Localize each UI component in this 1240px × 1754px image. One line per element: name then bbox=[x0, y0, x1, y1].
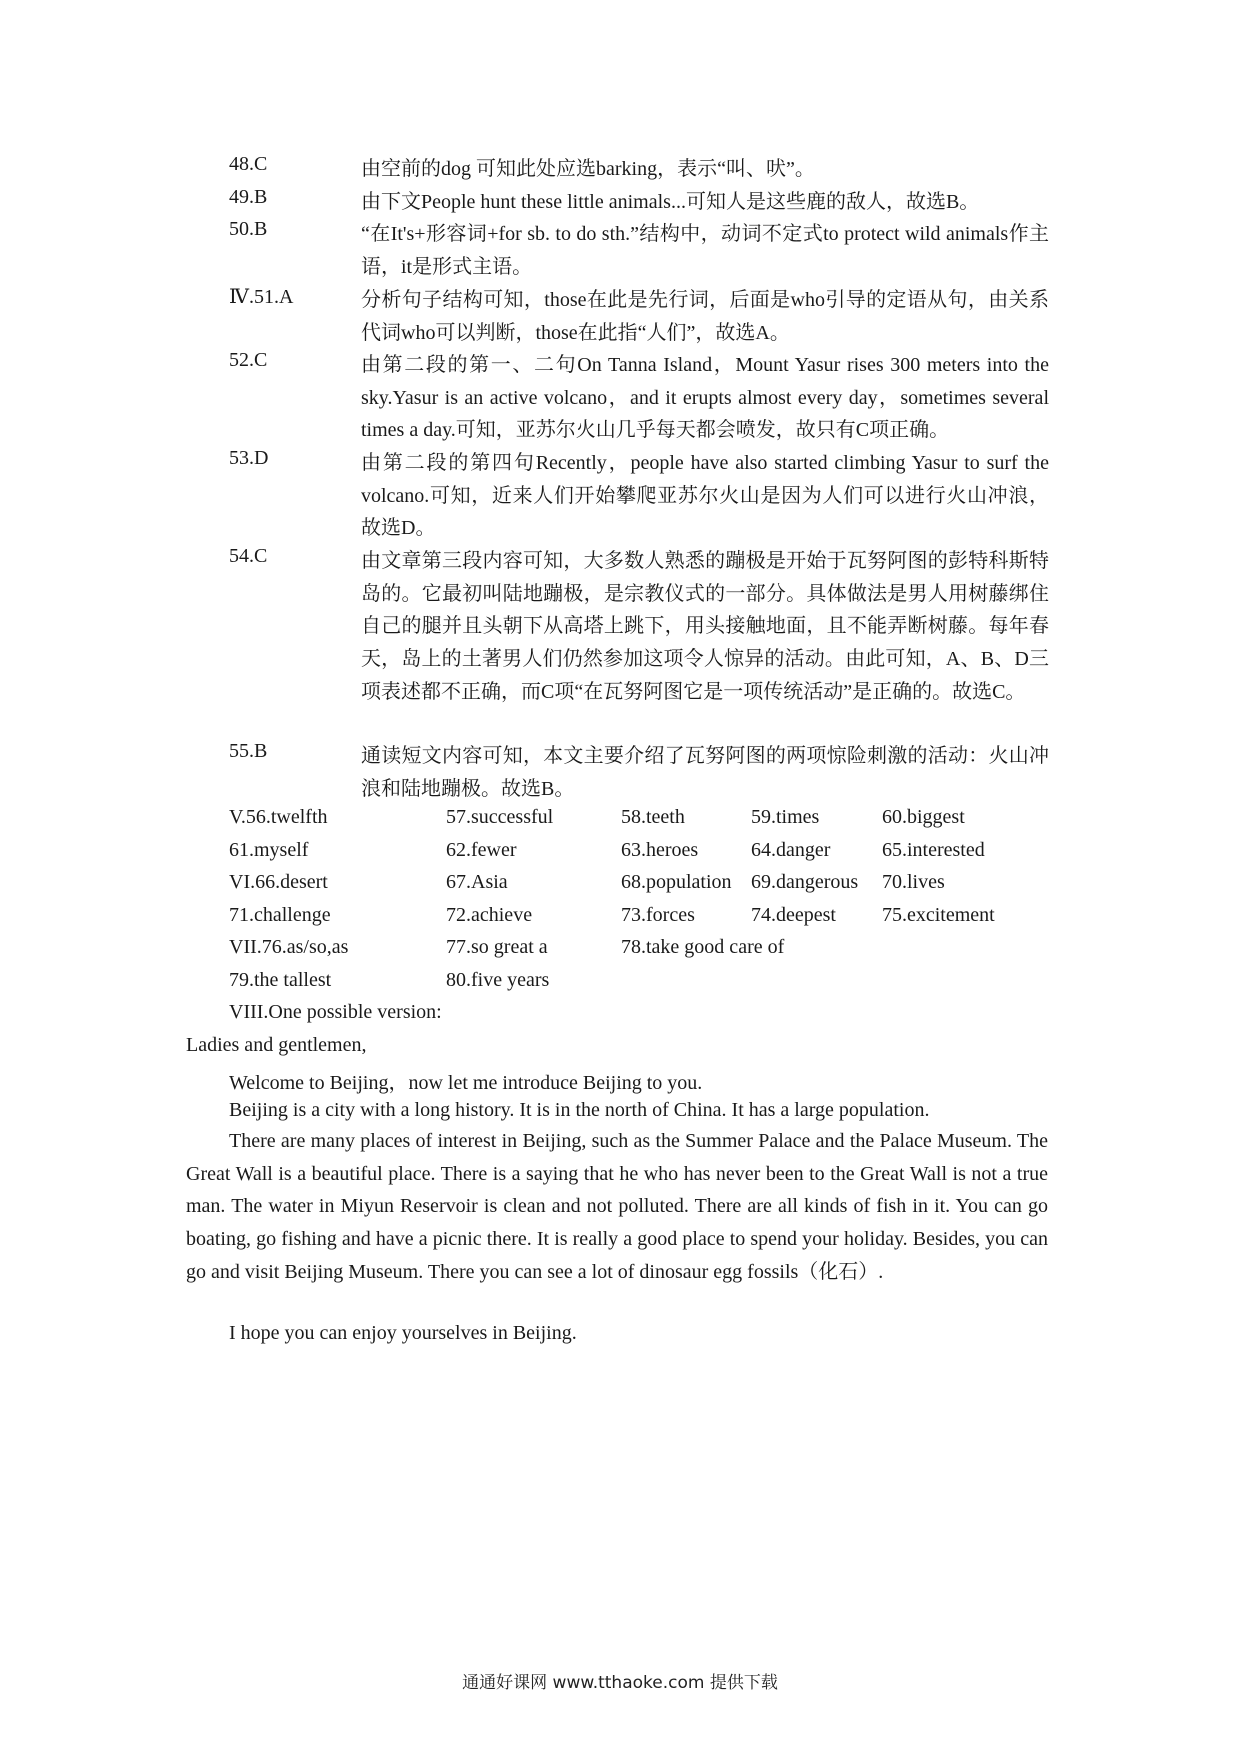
footer-watermark: 通通好课网 www.tthaoke.com 提供下载 bbox=[462, 1673, 778, 1693]
explanation-text: 通读短文内容可知，本文主要介绍了瓦努阿图的两项惊险刺激的活动：火山冲浪和陆地蹦极。故选B。 bbox=[361, 745, 1049, 800]
answer-cell: 58.teeth bbox=[621, 806, 685, 828]
answer-cell: 67.Asia bbox=[446, 871, 508, 893]
answer-cell: V.56.twelfth bbox=[229, 806, 328, 828]
essay-heading: VIII.One possible version: bbox=[229, 1001, 442, 1023]
explanation-text: 由下文People hunt these little animals...可知人是这些鹿的敌人，故选B。 bbox=[361, 191, 980, 213]
answer-cell: VII.76.as/so,as bbox=[229, 936, 349, 958]
answer-cell: 69.dangerous bbox=[751, 871, 859, 893]
answer-number: Ⅳ.51.A bbox=[229, 286, 294, 308]
answer-cell: 72.achieve bbox=[446, 904, 533, 926]
answer-cell: 63.heroes bbox=[621, 839, 699, 861]
essay-paragraph: Welcome to Beijing，now let me introduce Beijing to you. bbox=[229, 1072, 703, 1094]
answer-cell: 74.deepest bbox=[751, 904, 836, 926]
answer-number: 55.B bbox=[229, 740, 268, 762]
answer-cell: 71.challenge bbox=[229, 904, 331, 926]
answer-number: 50.B bbox=[229, 218, 268, 240]
essay-paragraph: There are many places of interest in Beijing, such as the Summer Palace and the Palace Museum. The Great Wall is a beautiful place. There is a saying that he who has never been to the Great Wall is not a true man. The water in Miyun Reservoir is clean and not polluted. There are all kinds of fish in it. You can go boating, go fishing and have a picnic there. It is really a good place to spend your holiday. Besides, you can go and visit Beijing Museum. There you can see a lot of dinosaur egg fossils（化石）. bbox=[186, 1130, 1048, 1283]
answer-cell: VI.66.desert bbox=[229, 871, 328, 893]
answer-cell: 60.biggest bbox=[882, 806, 965, 828]
answer-cell: 62.fewer bbox=[446, 839, 517, 861]
explanation-text: 由第二段的第一、二句On Tanna Island，Mount Yasur rises 300 meters into the sky.Yasur is an active volcano，and it erupts almost every day，sometimes several times a day.可知，亚苏尔火山几乎每天都会喷发，故只有C项正确。 bbox=[361, 354, 1049, 442]
answer-cell: 65.interested bbox=[882, 839, 985, 861]
answer-number: 49.B bbox=[229, 186, 268, 208]
answer-cell: 68.population bbox=[621, 871, 732, 893]
answer-number: 52.C bbox=[229, 349, 268, 371]
answer-cell: 77.so great a bbox=[446, 936, 548, 958]
answer-number: 48.C bbox=[229, 153, 268, 175]
essay-paragraph: Beijing is a city with a long history. It is in the north of China. It has a large population. bbox=[229, 1099, 930, 1121]
essay-salutation: Ladies and gentlemen, bbox=[186, 1034, 367, 1056]
answer-cell: 78.take good care of bbox=[621, 936, 785, 958]
answer-cell: 75.excitement bbox=[882, 904, 995, 926]
answer-cell: 61.myself bbox=[229, 839, 309, 861]
explanation-text: 由第二段的第四句Recently，people have also started climbing Yasur to surf the volcano.可知，近来人们开始攀爬亚苏尔火山是因为人们可以进行火山冲浪，故选D。 bbox=[361, 452, 1049, 540]
essay-paragraph: I hope you can enjoy yourselves in Beijing. bbox=[229, 1322, 577, 1344]
answer-cell: 70.lives bbox=[882, 871, 945, 893]
answer-cell: 59.times bbox=[751, 806, 820, 828]
answer-cell: 79.the tallest bbox=[229, 969, 332, 991]
explanation-text: 分析句子结构可知，those在此是先行词，后面是who引导的定语从句，由关系代词who可以判断，those在此指“人们”，故选A。 bbox=[361, 289, 1049, 344]
explanation-text: “在It's+形容词+for sb. to do sth.”结构中，动词不定式to protect wild animals作主语，it是形式主语。 bbox=[361, 223, 1049, 278]
answer-number: 53.D bbox=[229, 447, 269, 469]
answer-cell: 80.five years bbox=[446, 969, 550, 991]
answer-cell: 64.danger bbox=[751, 839, 831, 861]
explanation-text: 由文章第三段内容可知，大多数人熟悉的蹦极是开始于瓦努阿图的彭特科斯特岛的。它最初叫陆地蹦极，是宗教仪式的一部分。具体做法是男人用树藤绑住自己的腿并且头朝下从高塔上跳下，用头接触地面，且不能弄断树藤。每年春天，岛上的土著男人们仍然参加这项令人惊异的活动。由此可知，A、B、D三项表述都不正确，而C项“在瓦努阿图它是一项传统活动”是正确的。故选C。 bbox=[361, 550, 1049, 703]
answer-cell: 73.forces bbox=[621, 904, 695, 926]
answer-cell: 57.successful bbox=[446, 806, 554, 828]
explanation-text: 由空前的dog 可知此处应选barking，表示“叫、吠”。 bbox=[361, 158, 815, 180]
answer-number: 54.C bbox=[229, 545, 268, 567]
